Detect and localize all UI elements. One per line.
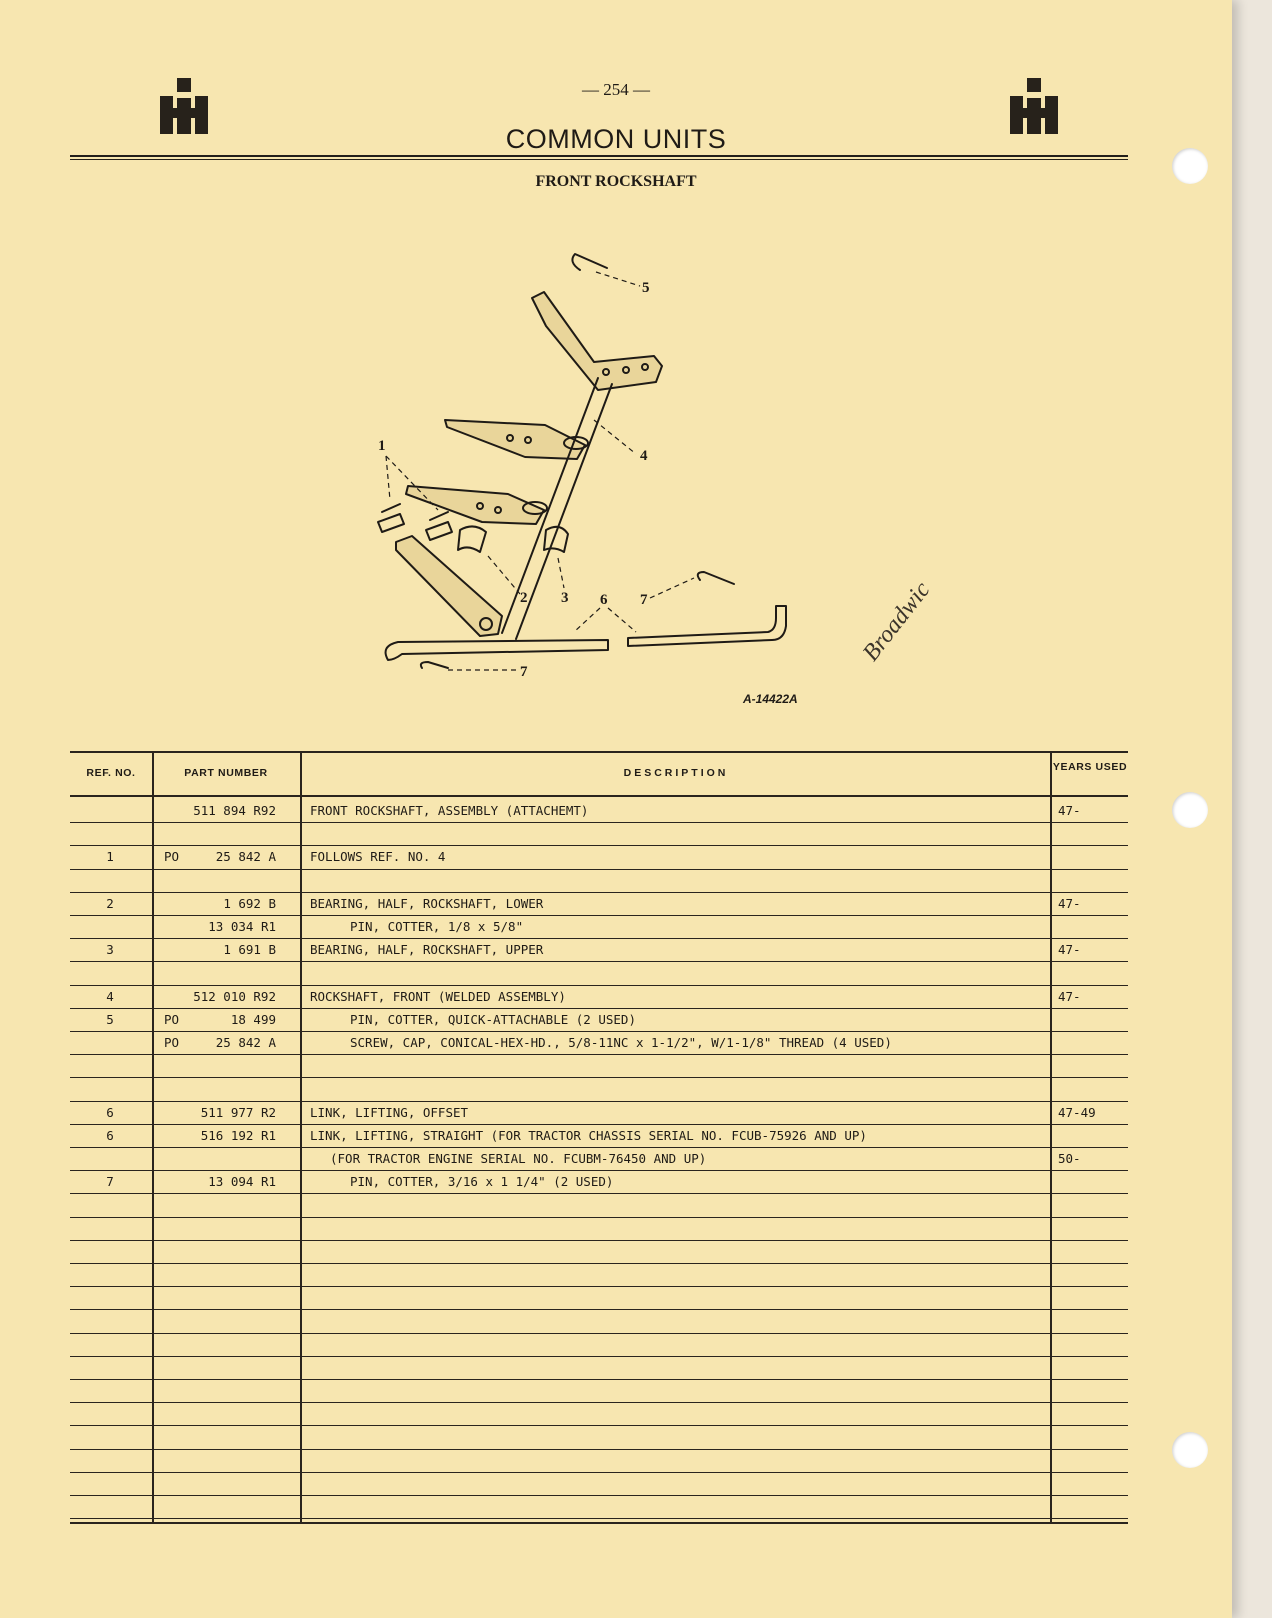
row-rule: [70, 1101, 1128, 1102]
row-rule: [70, 892, 1128, 893]
row-rule: [70, 822, 1128, 823]
cotter-pin-upper-shape: [698, 572, 734, 584]
table-top-rule: [70, 751, 1128, 753]
row-rule: [70, 1449, 1128, 1450]
part-number-cell: 18 499: [230, 1012, 276, 1027]
figure-code: A-14422A: [743, 692, 798, 706]
title-rule: [70, 155, 1128, 157]
table-bottom-rule: [70, 1522, 1128, 1524]
row-rule: [70, 1124, 1128, 1125]
years-used-cell: 50-: [1058, 1151, 1081, 1166]
row-rule: [70, 1054, 1128, 1055]
part-number-cell: 511 977 R2: [200, 1105, 276, 1120]
title-rule-thin: [70, 159, 1128, 160]
ref-number-cell: 3: [106, 942, 114, 957]
description-cell: BEARING, HALF, ROCKSHAFT, UPPER: [310, 942, 544, 957]
part-prefix-cell: PO: [164, 1012, 180, 1027]
callout-4: 4: [640, 448, 648, 464]
part-number-cell: 13 094 R1: [208, 1174, 276, 1189]
page-number: — 254 —: [582, 80, 650, 99]
page-title: COMMON UNITS: [505, 124, 727, 154]
row-rule: [70, 1518, 1128, 1519]
row-rule: [70, 961, 1128, 962]
row-rule: [70, 1263, 1128, 1264]
part-number-cell: 1 692 B: [223, 896, 276, 911]
row-rule: [70, 1472, 1128, 1473]
part-number-cell: 511 894 R92: [193, 803, 276, 818]
header-part-number: PART NUMBER: [184, 767, 268, 779]
row-rule: [70, 1402, 1128, 1403]
row-rule: [70, 1217, 1128, 1218]
ref-number-cell: 6: [106, 1128, 114, 1143]
description-cell: ROCKSHAFT, FRONT (WELDED ASSEMBLY): [310, 989, 566, 1004]
years-used-cell: 47-49: [1058, 1105, 1096, 1120]
row-rule: [70, 1170, 1128, 1171]
years-used-cell: 47-: [1058, 942, 1081, 957]
punch-hole-middle: [1172, 792, 1208, 828]
header-rule: [70, 795, 1128, 797]
part-number-cell: 25 842 A: [215, 849, 276, 864]
link-left-shape: [386, 640, 608, 660]
row-rule: [70, 1077, 1128, 1078]
cap-screw-left-shape: [378, 504, 404, 532]
header-description: DESCRIPTION: [623, 767, 729, 779]
ref-number-cell: 5: [106, 1012, 114, 1027]
years-used-cell: 47-: [1058, 989, 1081, 1004]
ref-number-cell: 6: [106, 1105, 114, 1120]
header-ref-no: REF. NO.: [86, 767, 136, 779]
cap-screw-right-shape: [426, 512, 452, 540]
part-number-cell: 1 691 B: [223, 942, 276, 957]
part-number-cell: 13 034 R1: [208, 919, 276, 934]
description-cell: PIN, COTTER, QUICK-ATTACHABLE (2 USED): [350, 1012, 636, 1027]
row-rule: [70, 1193, 1128, 1194]
callout-2: 2: [520, 590, 528, 606]
ref-number-cell: 4: [106, 989, 114, 1004]
punch-hole-bottom: [1172, 1432, 1208, 1468]
callout-1: 1: [378, 438, 386, 454]
upper-arm-shape: [532, 292, 662, 390]
column-divider: [152, 751, 154, 1524]
row-rule: [70, 1286, 1128, 1287]
ref-number-cell: 1: [106, 849, 114, 864]
handwritten-note: Broadwic: [858, 577, 936, 667]
parts-table: [70, 751, 1128, 1524]
callout-7-upper: 7: [640, 592, 648, 608]
years-used-cell: 47-: [1058, 803, 1081, 818]
part-number-cell: 516 192 R1: [200, 1128, 276, 1143]
description-cell: LINK, LIFTING, STRAIGHT (FOR TRACTOR CHASSIS SERIAL NO. FCUB-75926 AND UP): [310, 1128, 867, 1143]
cotter-pin-lower-shape: [421, 662, 448, 668]
row-rule: [70, 1425, 1128, 1426]
row-rule: [70, 845, 1128, 846]
description-cell: FRONT ROCKSHAFT, ASSEMBLY (ATTACHEMT): [310, 803, 589, 818]
description-cell: PIN, COTTER, 3/16 x 1 1/4" (2 USED): [350, 1174, 614, 1189]
bottom-arm-shape: [396, 536, 502, 636]
description-cell: (FOR TRACTOR ENGINE SERIAL NO. FCUBM-76450 AND UP): [330, 1151, 707, 1166]
callout-5: 5: [642, 280, 650, 296]
years-used-cell: 47-: [1058, 896, 1081, 911]
row-rule: [70, 1333, 1128, 1334]
ref-number-cell: 2: [106, 896, 114, 911]
link-right-shape: [628, 606, 786, 646]
row-rule: [70, 1008, 1128, 1009]
lower-bearing-shape: [458, 526, 486, 552]
callout-3: 3: [561, 590, 569, 606]
description-cell: PIN, COTTER, 1/8 x 5/8": [350, 919, 524, 934]
row-rule: [70, 915, 1128, 916]
part-prefix-cell: PO: [164, 849, 180, 864]
description-cell: SCREW, CAP, CONICAL-HEX-HD., 5/8-11NC x 1-1/2", W/1-1/8" THREAD (4 USED): [350, 1035, 892, 1050]
column-divider: [300, 751, 302, 1524]
header-years-used: YEARS USED: [1052, 761, 1128, 773]
row-rule: [70, 1495, 1128, 1496]
cotter-pin-quick-attach-shape: [572, 254, 607, 270]
description-cell: BEARING, HALF, ROCKSHAFT, LOWER: [310, 896, 544, 911]
row-rule: [70, 1147, 1128, 1148]
middle-arm-shape: [445, 420, 585, 459]
row-rule: [70, 938, 1128, 939]
part-number-cell: 25 842 A: [215, 1035, 276, 1050]
ref-number-cell: 7: [106, 1174, 114, 1189]
row-rule: [70, 1379, 1128, 1380]
section-title: FRONT ROCKSHAFT: [535, 173, 697, 190]
part-prefix-cell: PO: [164, 1035, 180, 1050]
description-cell: LINK, LIFTING, OFFSET: [310, 1105, 469, 1120]
row-rule: [70, 1356, 1128, 1357]
row-rule: [70, 985, 1128, 986]
callout-7-lower: 7: [520, 664, 528, 680]
row-rule: [70, 1309, 1128, 1310]
part-number-cell: 512 010 R92: [193, 989, 276, 1004]
row-rule: [70, 1240, 1128, 1241]
description-cell: FOLLOWS REF. NO. 4: [310, 849, 446, 864]
row-rule: [70, 869, 1128, 870]
callout-6: 6: [600, 592, 608, 608]
column-divider: [1050, 751, 1052, 1524]
row-rule: [70, 1031, 1128, 1032]
